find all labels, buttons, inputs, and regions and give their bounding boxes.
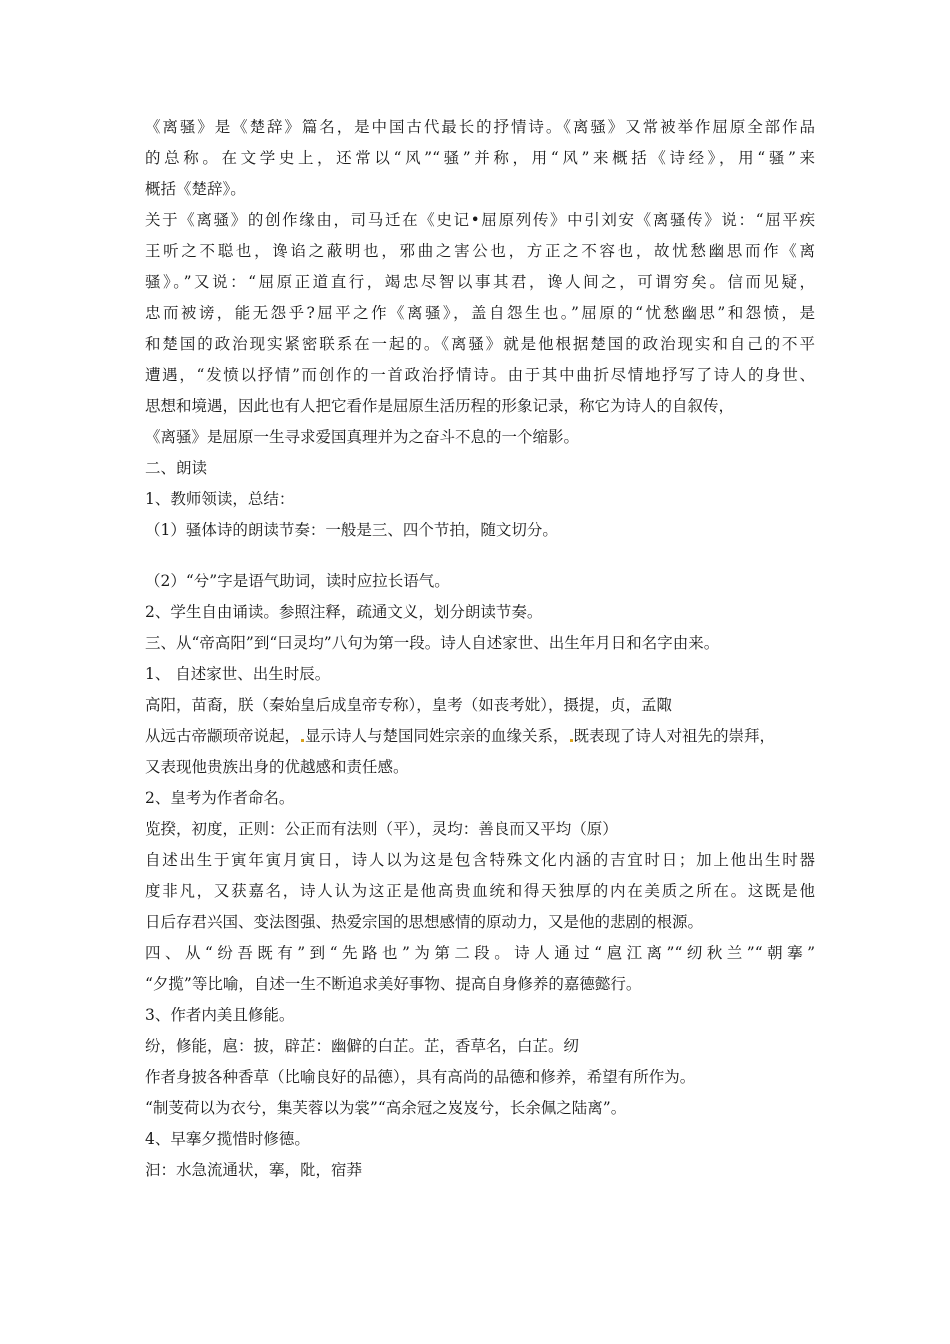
list-item: （1）骚体诗的朗读节奏：一般是三、四个节拍，随文切分。	[145, 521, 558, 539]
paragraph-line: 《离骚》是《楚辞》篇名，是中国古代最长的抒情诗。《离骚》又常被举作屈原全部作品	[145, 118, 815, 136]
subsection-heading: 2、学生自由诵读。参照注释，疏通文义，划分朗读节奏。	[145, 603, 543, 621]
subsection-heading: 3、作者内美且修能。	[145, 1006, 295, 1024]
list-item: （2）“兮”字是语气助词，读时应拉长语气。	[145, 572, 450, 590]
paragraph-line: 的总称。在文学史上，还常以“风”“骚”并称，用“风”来概括《诗经》，用“骚”来	[145, 149, 815, 167]
subsection-heading: 1、教师领读，总结：	[145, 490, 295, 508]
blank-gap	[145, 546, 815, 566]
text-fragment: 显示诗人与楚国同姓宗亲的血缘关系，	[305, 727, 569, 745]
paragraph-line: 自述出生于寅年寅月寅日，诗人以为这是包含特殊文化内涵的吉宜时日；加上他出生时器	[145, 851, 815, 869]
vocabulary-line: 高阳，苗裔，朕（秦始皇后成皇帝专称），皇考（如丧考妣），摄提，贞，孟陬	[145, 696, 673, 714]
quotation-line: “制芰荷以为衣兮，集芙蓉以为裳”“高余冠之岌岌兮，长余佩之陆离”。	[145, 1099, 627, 1117]
paragraph-line: “夕揽”等比喻，自述一生不断追求美好事物、提高自身修养的嘉德懿行。	[145, 975, 642, 993]
paragraph-line: 又表现他贵族出身的优越感和责任感。	[145, 758, 409, 776]
paragraph-line: 骚》。”又说：“屈原正道直行，竭忠尽智以事其君，谗人间之，可谓穷矣。信而见疑，	[145, 273, 815, 291]
section-heading: 四、从“纷吾既有”到“先路也”为第二段。诗人通过“扈江离”“纫秋兰”“朝搴”	[145, 944, 815, 962]
paragraph-line: 思想和境遇，因此也有人把它看作是屈原生活历程的形象记录，称它为诗人的自叙传，	[145, 397, 735, 415]
section-heading: 三、从“帝高阳”到“曰灵均”八句为第一段。诗人自述家世、出生年月日和名字由来。	[145, 634, 720, 652]
paragraph-line: 度非凡，又获嘉名，诗人认为这正是他高贵血统和得天独厚的内在美质之所在。这既是他	[145, 882, 815, 900]
paragraph-line: 概括《楚辞》。	[145, 180, 246, 198]
paragraph-line: 作者身披各种香草（比喻良好的品德），具有高尚的品德和修养，希望有所作为。	[145, 1068, 696, 1086]
paragraph-line: 王听之不聪也，谗谄之蔽明也，邪曲之害公也，方正之不容也，故忧愁幽思而作《离	[145, 242, 815, 260]
document-body	[145, 112, 815, 1186]
vocabulary-line: 览揆，初度，正则：公正而有法则（平），灵均：善良而又平均（原）	[145, 820, 618, 838]
paragraph-line: 《离骚》是屈原一生寻求爱国真理并为之奋斗不息的一个缩影。	[145, 428, 580, 446]
annotation-marker	[570, 739, 573, 742]
section-heading: 二、朗读	[145, 459, 208, 477]
text-fragment: 既表现了诗人对祖先的崇拜，	[573, 727, 776, 745]
paragraph-line: 和楚国的政治现实紧密联系在一起的。《离骚》就是他根据楚国的政治现实和自己的不平	[145, 335, 815, 353]
paragraph-line	[145, 721, 815, 752]
paragraph-line: 遭遇，“发愤以抒情”而创作的一首政治抒情诗。由于其中曲折尽情地抒写了诗人的身世、	[145, 366, 815, 384]
paragraph-line: 忠而被谤，能无怨乎?屈平之作《离骚》，盖自怨生也。”屈原的“忧愁幽思”和怨愤，是	[145, 304, 815, 322]
annotation-marker	[301, 739, 304, 742]
subsection-heading: 1、 自述家世、出生时辰。	[145, 665, 331, 683]
vocabulary-line: 纷，修能，扈：披，辟芷：幽僻的白芷。芷，香草名，白芷。纫	[145, 1037, 580, 1055]
vocabulary-line: 汩：水急流通状，搴，阰，宿莽	[145, 1161, 363, 1179]
subsection-heading: 2、皇考为作者命名。	[145, 789, 295, 807]
text-fragment: 从远古帝颛顼帝说起，	[145, 727, 301, 745]
paragraph-line: 关于《离骚》的创作缘由，司马迁在《史记•屈原列传》中引刘安《离骚传》说：“屈平疾	[145, 211, 815, 229]
paragraph-line: 日后存君兴国、变法图强、热爱宗国的思想感情的原动力，又是他的悲剧的根源。	[145, 913, 704, 931]
subsection-heading: 4、早搴夕揽惜时修德。	[145, 1130, 310, 1148]
